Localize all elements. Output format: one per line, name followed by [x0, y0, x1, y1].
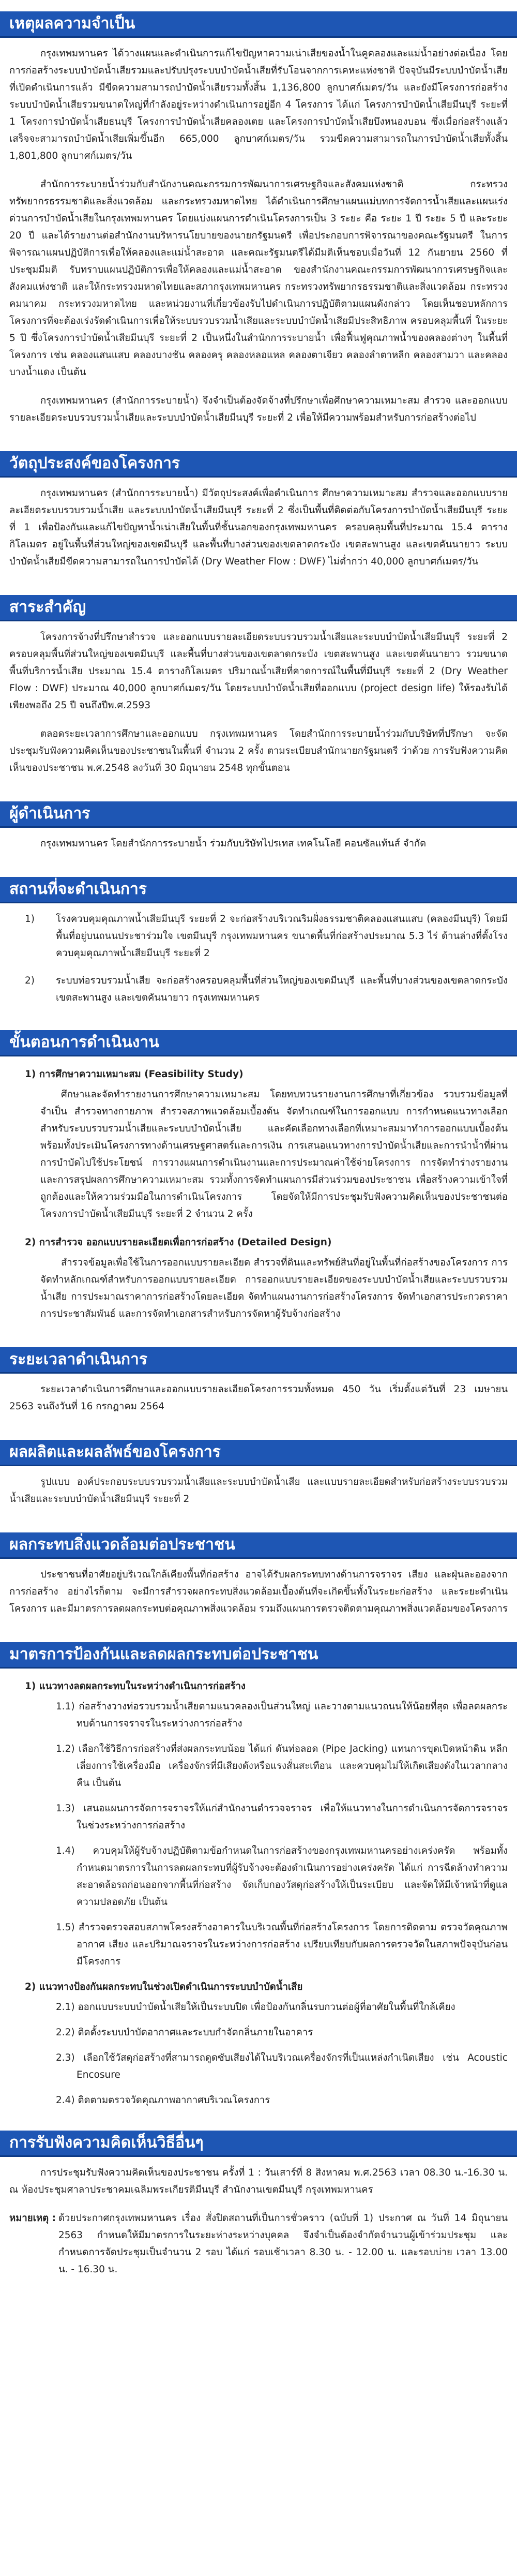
step-1-body — [9, 1086, 508, 1223]
objective-paragraph: กรุงเทพมหานคร (สำนักการระบายน้ำ) มีวัตถุประสงค์เพื่อดำเนินการ ศึกษาความเหมาะสม สำรวจและออกแบบรายละเอียดระบบรวบรวมน้ำเสีย และระบบบำบัดน้ำเสียมีนบุรี ระยะที่ 2 ซึ่งเป็นพื้นที่ติดต่อกับโครงการบำบัดน้ำเสียมีนบุรี ระยะที่ 1 เพื่อป้องกันและแก้ไขปัญหาน้ำเน่าเสียในพื้นที่ชั้นนอกของกรุงเทพมหานคร ครอบคลุมพื้นที่ประมาณ 15.4 ตารางกิโลเมตร อยู่ในพื้นที่ส่วนใหญ่ของเขตมีนบุรี และพื้นที่บางส่วนของเขตลาดกระบัง เขตสะพานสูง และเขตคันนายาว ระบบบำบัดน้ำเสียมีขีดความสามารถในการบำบัดได้ (Dry Weather Flow : DWF) ไม่ต่ำกว่า 40,000 ลูกบาศก์เมตร/วัน — [9, 488, 508, 567]
note-label: หมายเหตุ : — [9, 2213, 56, 2224]
section-body-impact — [0, 1559, 517, 1631]
section-title-background: เหตุผลความจำเป็น — [0, 11, 517, 38]
step-2-title: 2) การสำรวจ ออกแบบรายละเอียดเพื่อการก่อสร้าง (Detailed Design) — [25, 1237, 332, 1248]
operator-paragraph: กรุงเทพมหานคร โดยสำนักการระบายน้ำ ร่วมกับบริษัทไปรเทส เทคโนโลยี คอนซัลแท้นส์ จำกัด — [40, 838, 427, 849]
section-body-background — [0, 38, 517, 440]
list-item-text: ระบบท่อรวบรวมน้ำเสีย จะก่อสร้างครอบคลุมพื้นที่ส่วนใหญ่ของเขตมีนบุรี และพื้นที่บางส่วนของเขตลาดกระบัง เขตสะพานสูง และเขตคันนายาว กรุงเทพมหานคร — [56, 975, 508, 1003]
hearing-note — [9, 2210, 508, 2278]
section-title-impact: ผลกระทบสิ่งแวดล้อมต่อประชาชน — [0, 1532, 517, 1559]
section-title-measures: มาตรการป้องกันและลดผลกระทบต่อประชาชน — [0, 1642, 517, 1669]
section-body-operator — [0, 828, 517, 866]
step-1-title: 1) การศึกษาความเหมาะสม (Feasibility Study) — [25, 1069, 244, 1080]
section-title-location: สถานที่จะดำเนินการ — [0, 877, 517, 903]
list-item: 2.1) ออกแบบระบบบำบัดน้ำเสียให้เป็นระบบปิด เพื่อป้องกันกลิ่นรบกวนต่อผู้ที่อาศัยในพื้นที่ใกล้เคียง — [56, 2002, 455, 2013]
impact-paragraph: ประชาชนที่อาศัยอยู่บริเวณใกล้เคียงพื้นที่ก่อสร้าง อาจได้รับผลกระทบทางด้านการจราจร เสียง และฝุ่นละอองจากการก่อสร้าง อย่างไรก็ตาม จะมีการสำรวจผลกระทบสิ่งแวดล้อมเบื้องต้นที่จะเกิดขึ้นทั้งในระยะก่อสร้าง และระยะดำเนินโครงการ และมีมาตรการลดผลกระทบต่อคุณภาพสิ่งแวดล้อม รวมถึงแผนการตรวจติดตามคุณภาพสิ่งแวดล้อมของโครงการ — [9, 1569, 508, 1614]
section-title-objective: วัตถุประสงค์ของโครงการ — [0, 451, 517, 478]
section-body-location — [0, 903, 517, 1019]
list-item: 1.5) สำรวจตรวจสอบสภาพโครงสร้างอาคารในบริเวณพื้นที่ก่อสร้างโครงการ โดยการติดตาม ตรวจวัดคุณภาพอากาศ เสียง และปริมาณจราจรในระหว่างการก่อสร้าง เปรียบเทียบกับผลการตรวจวัดในสภาพปัจจุบันก่อนมีโครงการ — [56, 1922, 508, 1967]
note-text: ด้วยประกาศกรุงเทพมหานคร เรื่อง สั่งปิดสถานที่เป็นการชั่วคราว (ฉบับที่ 1) ประกาศ ณ วันที่ 14 มิถุนายน 2563 กำหนดให้มีมาตรการในระยะห่างระหว่างบุคคล จึงจำเป็นต้องจำกัดจำนวนผู้เข้าร่วมประชุม และกำหนดการจัดประชุมเป็นจำนวน 2 รอบ ได้แก่ รอบเช้าเวลา 8.30 น. - 12.00 น. และรอบบ่าย เวลา 13.00 น. - 16.30 น. — [58, 2213, 508, 2275]
background-paragraph-2: สำนักการระบายน้ำร่วมกับสำนักงานคณะกรรมการพัฒนาการเศรษฐกิจและสังคมแห่งชาติ กระทรวงทรัพยากรธรรมชาติและสิ่งแวดล้อม และกระทรวงมหาดไทย ได้ดำเนินการศึกษาแผนแม่บทการจัดการน้ำเสียและแผนเร่งด่วนการบำบัดน้ำเสียในกรุงเทพมหานคร โดยแบ่งแผนการดำเนินโครงการเป็น 3 ระยะ คือ ระยะ 1 ปี ระยะ 5 ปี และระยะ 20 ปี และได้รายงานต่อสำนักงานบริหารนโยบายของนายกรัฐมนตรี เพื่อประกอบการพิจารณาของคณะรัฐมนตรี ในการพิจารณาแผนปฏิบัติการเพื่อให้คลองและแม่น้ำสะอาด และคณะรัฐมนตรีได้มีมติเห็นชอบเมื่อวันที่ 12 กันยายน 2560 ที่ประชุมมีมติ รับทราบแผนปฏิบัติการเพื่อให้คลองและแม่น้ำสะอาด ของสำนักงานคณะกรรมการพัฒนาการเศรษฐกิจและสังคมแห่งชาติ และให้กระทรวงมหาดไทยและสภากรุงเทพมหานคร กระทรวงทรัพยากรธรรมชาติและสิ่งแวดล้อม กระทรวงคมนาคม กระทรวงมหาดไทย และหน่วยงานที่เกี่ยวข้องรับไปดำเนินการปฏิบัติตามแผนดังกล่าว โดยเห็นชอบหลักการโครงการที่จะต้องเร่งรัดดำเนินการเพื่อให้ระบบรวบรวมน้ำเสียและระบบบำบัดน้ำเสียมีประสิทธิภาพ ครอบคลุมพื้นที่ ในระยะ 5 ปี ซึ่งโครงการบำบัดน้ำเสียมีนบุรี ระยะที่ 2 เป็นหนึ่งในสำนักการระบายน้ำ เพื่อฟื้นฟูคุณภาพน้ำของคลองต่างๆ ในพื้นที่โครงการ เช่น คลองแสนแสบ คลองบางชัน คลองครุ คลองหลอแหล คลองตาเจียว คลองลำตาหลีก คลองสามวา และคลองบางน้ำแดง เป็นต้น — [9, 179, 508, 378]
section-body-steps — [0, 1056, 517, 1336]
step-2-body — [9, 1254, 508, 1322]
section-title-operator: ผู้ดำเนินการ — [0, 801, 517, 828]
list-item: 2.4) ติดตามตรวจวัดคุณภาพอากาศบริเวณโครงการ — [56, 2095, 270, 2106]
measures-group-2-title: 2) แนวทางป้องกันผลกระทบในช่วงเปิดดำเนินการระบบบำบัดน้ำเสีย — [25, 1982, 303, 1992]
measures-group-1-list — [9, 1698, 508, 1970]
location-list — [9, 911, 508, 1006]
section-title-output: ผลผลิตและผลลัพธ์ของโครงการ — [0, 1440, 517, 1466]
section-body-measures — [0, 1669, 517, 2119]
section-title-hearing: การรับฟังความคิดเห็นวิธีอื่นๆ — [0, 2131, 517, 2157]
section-body-hearing — [0, 2157, 517, 2280]
section-title-steps: ขั้นตอนการดำเนินงาน — [0, 1030, 517, 1056]
section-body-objective — [0, 478, 517, 584]
section-body-essence — [0, 621, 517, 790]
list-item: 1.2) เลือกใช้วิธีการก่อสร้างที่ส่งผลกระทบน้อย ได้แก่ ดันท่อลอด (Pipe Jacking) แทนการขุดเปิดหน้าดิน หลีกเลี่ยงการใช้เครื่องมือ เครื่องจักรที่มีเสียงดังหรือแรงสั่นสะเทือน และควบคุมไม่ให้เกิดเสียงดังในเวลากลางคืน เป็นต้น — [56, 1744, 508, 1789]
list-item: 2.2) ติดตั้งระบบบำบัดอากาศและระบบกำจัดกลิ่นภายในอาคาร — [56, 2027, 313, 2038]
list-item-number: 2) — [25, 975, 35, 986]
section-body-output — [0, 1466, 517, 1521]
section-body-duration — [0, 1374, 517, 1428]
hearing-paragraph: การประชุมรับฟังความคิดเห็นของประชาชน ครั้งที่ 1 : วันเสาร์ที่ 8 สิงหาคม พ.ศ.2563 เวลา 08.30 น.-16.30 น. ณ ห้องประชุมศาลาประชาคมเฉลิมพระเกียรติมีนบุรี สำนักงานเขตมีนบุรี กรุงเทพมหานคร — [9, 2167, 508, 2195]
list-item — [25, 972, 508, 1006]
output-paragraph: รูปแบบ องค์ประกอบระบบรวบรวมน้ำเสียและระบบบำบัดน้ำเสีย และแบบรายละเอียดสำหรับก่อสร้างระบบรวบรวมน้ำเสียและระบบบำบัดน้ำเสียมีนบุรี ระยะที่ 2 — [9, 1477, 508, 1505]
section-title-essence: สาระสำคัญ — [0, 595, 517, 621]
essence-paragraph-2: ตลอดระยะเวลาการศึกษาและออกแบบ กรุงเทพมหานคร โดยสำนักการระบายน้ำร่วมกับบริษัทที่ปรึกษา จะจัดประชุมรับฟังความคิดเห็นของประชาชนในพื้นที่ จำนวน 2 ครั้ง ตามระเบียบสำนักนายกรัฐมนตรี ว่าด้วย การรับฟังความคิดเห็นของประชาชน พ.ศ.2548 ลงวันที่ 30 มิถุนายน 2548 ทุกขั้นตอน — [9, 728, 508, 773]
measures-group-1-title: 1) แนวทางลดผลกระทบในระหว่างดำเนินการก่อสร้าง — [25, 1681, 246, 1692]
list-item-text: โรงควบคุมคุณภาพน้ำเสียมีนบุรี ระยะที่ 2 จะก่อสร้างบริเวณริมฝั่งธรรมชาติคลองแสนแสบ (คลองมีนบุรี) โดยมีพื้นที่อยู่บนถนนประชาร่วมใจ เขตมีนบุรี กรุงเทพมหานคร ขนาดพื้นที่ก่อสร้างประมาณ 5.3 ไร่ ด้านล่างที่ตั้งโรงควบคุมคุณภาพน้ำเสียมีนบุรี ระยะที่ 2 — [56, 914, 508, 959]
step-1-text: ศึกษาและจัดทำรายงานการศึกษาความเหมาะสม โดยทบทวนรายงานการศึกษาที่เกี่ยวข้อง รวบรวมข้อมูลที่จำเป็น สำรวจทางกายภาพ สำรวจสภาพแวดล้อมเบื้องต้น จัดทำเกณฑ์ในการออกแบบ การกำหนดแนวทางเลือกสำหรับระบบรวบรวมน้ำเสียและระบบบำบัดน้ำเสีย และคัดเลือกทางเลือกที่เหมาะสมมาทำการออกแบบเบื้องต้น พร้อมทั้งประเมินโครงการทางด้านเศรษฐศาสตร์และการเงิน การเสนอแนวทางการบำบัดน้ำเสียและการนำน้ำที่ผ่านการบำบัดไปใช้ประโยชน์ การวางแผนการดำเนินงานและการประมาณค่าใช้จ่ายโครงการ การจัดทำร่างรายงาน และการสรุปผลการศึกษาความเหมาะสม รวมทั้งการจัดทำแผนการมีส่วนร่วมของประชาชน เพื่อสร้างความเข้าใจที่ถูกต้องและให้ความร่วมมือในการดำเนินโครงการ โดยจัดให้มีการประชุมรับฟังความคิดเห็นของประชาชนต่อโครงการบำบัดน้ำเสียมีนบุรี ระยะที่ 2 จำนวน 2 ครั้ง — [40, 1089, 508, 1219]
list-item: 1.1) ก่อสร้างวางท่อรวบรวมน้ำเสียตามแนวคลองเป็นส่วนใหญ่ และวางตามแนวถนนให้น้อยที่สุด เพื่อลดผลกระทบด้านการจราจรในระหว่างการก่อสร้าง — [56, 1701, 508, 1729]
list-item — [25, 911, 508, 962]
list-item: 2.3) เลือกใช้วัสดุก่อสร้างที่สามารถดูดซับเสียงได้ในบริเวณเครื่องจักรที่เป็นแหล่งกำเนิดเสียง เช่น Acoustic Encosure — [56, 2052, 508, 2080]
step-2-text: สำรวจข้อมูลเพื่อใช้ในการออกแบบรายละเอียด สำรวจที่ดินและทรัพย์สินที่อยู่ในพื้นที่ก่อสร้างของโครงการ การจัดทำหลักเกณฑ์สำหรับการออกแบบรายละเอียด การออกแบบรายละเอียดของระบบบำบัดน้ำเสียและระบบรวบรวมน้ำเสีย การประมาณราคาการก่อสร้างโดยละเอียด จัดทำแผนงานการก่อสร้างโครงการ จัดทำเอกสารประกวดราคา การประชาสัมพันธ์ และการจัดทำเอกสารสำหรับการจัดหาผู้รับจ้างก่อสร้าง — [40, 1257, 508, 1319]
measures-group-2-list — [9, 1999, 508, 2109]
essence-paragraph-1: โครงการจ้างที่ปรึกษาสำรวจ และออกแบบรายละเอียดระบบรวบรวมน้ำเสียและระบบบำบัดน้ำเสียมีนบุรี ระยะที่ 2 ครอบคลุมพื้นที่ส่วนใหญ่ของเขตมีนบุรี และพื้นที่บางส่วนของเขตลาดกระบัง เขตสะพานสูง และเขตคันนายาว รวมขนาดพื้นที่บริการน้ำเสีย ประมาณ 15.4 ตารางกิโลเมตร ปริมาณน้ำเสียที่คาดการณ์ในพื้นที่มีนบุรี ระยะที่ 2 (Dry Weather Flow : DWF) ประมาณ 40,000 ลูกบาศก์เมตร/วัน โดยระบบบำบัดน้ำเสียที่ออกแบบ (project design life) ให้รองรับได้เพียงพอถึง 25 ปี จนถึงปีพ.ศ.2593 — [9, 632, 508, 711]
list-item: 1.3) เสนอแผนการจัดการจราจรให้แก่สำนักงานตำรวจจราจร เพื่อให้แนวทางในการดำเนินการจัดการจราจรในช่วงระหว่างการก่อสร้าง — [56, 1803, 508, 1831]
duration-paragraph: ระยะเวลาดำเนินการศึกษาและออกแบบรายละเอียดโครงการรวมทั้งหมด 450 วัน เริ่มตั้งแต่วันที่ 23 เมษายน 2563 จนถึงวันที่ 16 กรกฎาคม 2564 — [9, 1384, 508, 1412]
background-paragraph-1: กรุงเทพมหานคร ได้วางแผนและดำเนินการแก้ไขปัญหาความเน่าเสียของน้ำในคูคลองและแม่น้ำอย่างต่อเนื่อง โดยการก่อสร้างระบบบำบัดน้ำเสียรวมและปรับปรุงระบบบำบัดน้ำเสียที่รับโอนจากการเคหะแห่งชาติ ปัจจุบันมีระบบบำบัดน้ำเสียที่เปิดดำเนินการแล้ว มีขีดความสามารถบำบัดน้ำเสียรวมทั้งสิ้น 1,136,800 ลูกบาศก์เมตร/วัน และยังมีโครงการก่อสร้างระบบบำบัดน้ำเสียรวมขนาดใหญ่ที่กำลังอยู่ระหว่างดำเนินการอยู่อีก 4 โครงการ ได้แก่ โครงการบำบัดน้ำเสียมีนบุรี ระยะที่ 1 โครงการบำบัดน้ำเสียธนบุรี โครงการบำบัดน้ำเสียคลองเตย และโครงการบำบัดน้ำเสียบึงหนองบอน ซึ่งเมื่อก่อสร้างแล้วเสร็จจะสามารถบำบัดน้ำเสียเพิ่มขึ้นอีก 665,000 ลูกบาศก์เมตร/วัน รวมขีดความสามารถในการบำบัดน้ำเสียทั้งสิ้น 1,801,800 ลูกบาศก์เมตร/วัน — [9, 48, 508, 161]
section-title-duration: ระยะเวลาดำเนินการ — [0, 1347, 517, 1374]
list-item: 1.4) ควบคุมให้ผู้รับจ้างปฏิบัติตามข้อกำหนดในการก่อสร้างของกรุงเทพมหานครอย่างเคร่งครัด พร้อมทั้งกำหนดมาตรการในการลดผลกระทบที่ผู้รับจ้างจะต้องดำเนินการอย่างเคร่งครัด ได้แก่ การฉีดล้างทำความสะอาดล้อรถก่อนออกจากพื้นที่ก่อสร้าง จัดเก็บกองวัสดุก่อสร้างให้เป็นระเบียบ และจัดให้มีเจ้าหน้าที่ดูแลความปลอดภัย เป็นต้น — [56, 1845, 508, 1908]
list-item-number: 1) — [25, 914, 35, 925]
background-paragraph-3: กรุงเทพมหานคร (สำนักการระบายน้ำ) จึงจำเป็นต้องจัดจ้างที่ปรึกษาเพื่อศึกษาความเหมาะสม สำรวจ และออกแบบรายละเอียดระบบรวบรวมน้ำเสียและระบบบำบัดน้ำเสียมีนบุรี ระยะที่ 2 เพื่อให้มีความพร้อมสำหรับการก่อสร้างต่อไป — [9, 395, 508, 423]
